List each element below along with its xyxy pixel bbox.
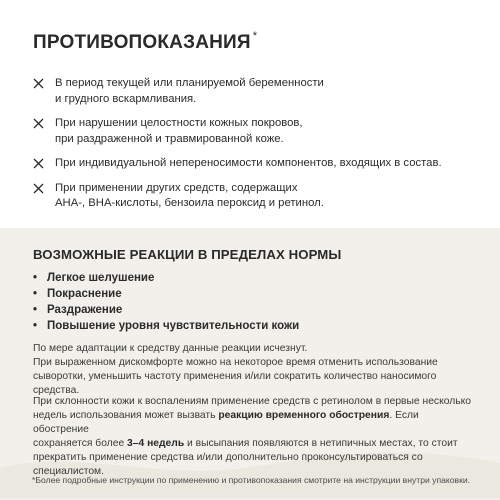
bullet-icon: • — [33, 272, 38, 284]
item-text-line: AHA-, BHA-кислоты, бензоила пероксид и ретинол. — [55, 197, 324, 209]
paragraph-line: специалистом. — [33, 466, 105, 477]
paragraph-line: При склонности кожи к воспалениям применение средств с ретинолом в первые несколько — [33, 396, 471, 407]
emphasis-text: реакцию временного обострения — [218, 410, 390, 421]
contraindications-list — [33, 76, 473, 221]
reaction-text: Легкое шелушение — [47, 272, 155, 284]
paragraph-line — [33, 409, 473, 437]
list-item — [33, 318, 299, 334]
list-item — [33, 270, 299, 286]
list-item — [33, 76, 473, 107]
retinol-paragraph — [33, 395, 473, 479]
emphasis-text: 3–4 недель — [127, 438, 185, 449]
list-item — [33, 181, 473, 212]
paragraph-line: средства. — [33, 385, 80, 396]
close-icon — [33, 158, 44, 169]
bullet-icon: • — [33, 304, 38, 316]
page-title: ПРОТИВОПОКАЗАНИЯ * — [33, 30, 258, 53]
bullet-icon: • — [33, 320, 38, 332]
item-text-line: В период текущей или планируемой беременности — [55, 77, 324, 89]
reactions-list — [33, 270, 299, 334]
reaction-text: Раздражение — [47, 304, 123, 316]
text-span: сохраняется более — [33, 438, 128, 449]
text-span: и высыпания появляются в нетипичных местах, то стоит — [184, 438, 458, 449]
text-span: . Если обострение — [33, 410, 419, 435]
footnote: *Более подробные инструкции по применению и противопоказания смотрите на инструкции внутри упаковки. — [32, 475, 471, 485]
item-text-line: при раздраженной и травмированной коже. — [55, 132, 284, 145]
list-item — [33, 116, 473, 147]
list-item — [33, 302, 299, 318]
reaction-text: Повышение уровня чувствительности кожи — [47, 320, 300, 332]
paragraph-line: При выраженном дискомфорте можно на некоторое время отменить использование — [33, 357, 438, 368]
item-text-line: и грудного вскармливания. — [55, 92, 197, 105]
reactions-title: ВОЗМОЖНЫЕ РЕАКЦИИ В ПРЕДЕЛАХ НОРМЫ — [33, 247, 342, 262]
item-text-line: При применении других средств, содержащих — [55, 181, 298, 194]
text-span: недель использования может вызвать — [33, 410, 219, 421]
close-icon — [33, 78, 44, 89]
paragraph-line: прекратить применение средства и/или дополнительно проконсультироваться со — [33, 452, 423, 463]
adaptation-paragraph — [33, 342, 473, 398]
reaction-text: Покраснение — [47, 288, 122, 300]
list-item — [33, 286, 299, 302]
item-text-line: При нарушении целостности кожных покровов, — [55, 117, 303, 129]
paragraph-line: По мере адаптации к средству данные реакции исчезнут. — [33, 343, 308, 354]
title-footnote-mark: * — [252, 30, 258, 42]
close-icon — [33, 183, 44, 194]
close-icon — [33, 118, 44, 129]
list-item — [33, 156, 473, 172]
paragraph-line — [33, 437, 473, 451]
bullet-icon: • — [33, 288, 38, 300]
item-text-line: При индивидуальной непереносимости компонентов, входящих в состав. — [55, 157, 442, 169]
paragraph-line: сыворотки, уменьшить частоту применения и/или сократить количество наносимого — [33, 371, 437, 382]
